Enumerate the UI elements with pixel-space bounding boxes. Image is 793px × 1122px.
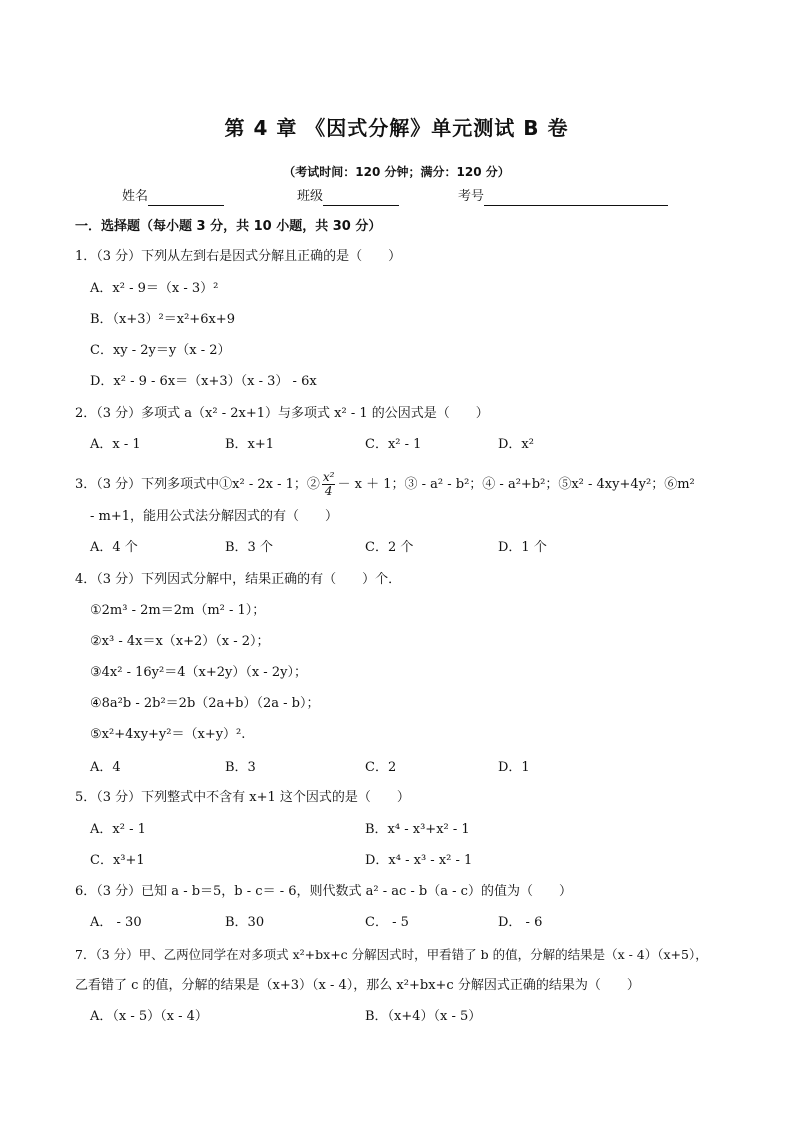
q3-option-d: D．1 个 [498,540,547,555]
q6-option-a: A． - 30 [90,915,142,930]
q7-stem-line2: 乙看错了 c 的值，分解的结果是（x+3）（x - 4），那么 x²+bx+c 分解因式正确的结果为（ ） [75,978,640,993]
q1-option-d: D．x² - 9 - 6x＝（x+3）（x - 3） - 6x [90,374,317,389]
q2-option-a: A．x - 1 [90,437,141,452]
name-blank [148,191,224,206]
q4-item-4: ④8a²b - 2b²＝2b（2a+b）（2a - b）； [90,696,320,711]
class-field [297,188,399,206]
id-label: 考号 [458,189,485,204]
q4-option-d: D．1 [498,760,530,775]
q5-option-d: D．x⁴ - x³ - x² - 1 [365,853,473,868]
class-blank [323,191,399,206]
q3-stem-pre: 3．（3 分）下列多项式中①x² - 2x - 1；② [75,477,320,492]
q4-item-5: ⑤x²+4xy+y²＝（x+y）². [90,727,246,742]
q5-option-b: B．x⁴ - x³+x² - 1 [365,822,470,837]
q3-fraction-numerator: x² [322,470,335,484]
q1-option-a: A．x² - 9＝（x - 3）² [90,281,219,296]
section-heading: 一．选择题（每小题 3 分，共 10 小题，共 30 分） [75,219,382,234]
q2-option-c: C．x² - 1 [365,437,422,452]
q7-option-a: A．（x - 5）（x - 4） [90,1009,208,1024]
page-title: 第 4 章 《因式分解》单元测试 B 卷 [224,116,569,140]
id-field [458,188,668,206]
q4-item-2: ②x³ - 4x＝x（x+2）（x - 2）； [90,634,270,649]
q7-option-b: B．（x+4）（x - 5） [365,1009,482,1024]
q4-option-c: C．2 [365,760,397,775]
q2-stem: 2．（3 分）多项式 a（x² - 2x+1）与多项式 x² - 1 的公因式是（ ） [75,406,489,421]
q4-option-b: B．3 [225,760,256,775]
q1-option-c: C．xy - 2y＝y（x - 2） [90,343,231,358]
q3-stem [75,470,695,500]
exam-subtitle: （考试时间：120 分钟；满分：120 分） [283,165,510,179]
q2-option-d: D．x² [498,437,534,452]
q4-item-1: ①2m³ - 2m＝2m（m² - 1）； [90,603,266,618]
q6-option-d: D． - 6 [498,915,543,930]
q3-option-b: B．3 个 [225,540,273,555]
q3-fraction [322,471,336,498]
q6-option-c: C． - 5 [365,915,409,930]
q4-option-a: A．4 [90,760,121,775]
q6-option-b: B．30 [225,915,265,930]
q3-option-c: C．2 个 [365,540,414,555]
q4-item-3: ③4x² - 16y²＝4（x+2y）（x - 2y）； [90,665,307,680]
name-field [122,188,224,206]
q1-option-b: B．（x+3）²＝x²+6x+9 [90,312,235,327]
class-label: 班级 [297,189,324,204]
q3-option-a: A．4 个 [90,540,138,555]
q1-stem: 1．（3 分）下列从左到右是因式分解且正确的是（ ） [75,249,402,264]
q4-stem: 4．（3 分）下列因式分解中，结果正确的有（ ）个． [75,572,402,587]
q3-fraction-denominator: 4 [324,484,333,498]
q6-stem: 6．（3 分）已知 a - b＝5，b - c＝ - 6，则代数式 a² - ac - b（a - c）的值为（ ） [75,884,572,899]
q2-option-b: B．x+1 [225,437,275,452]
name-label: 姓名 [122,189,149,204]
q5-stem: 5．（3 分）下列整式中不含有 x+1 这个因式的是（ ） [75,790,410,805]
id-blank [484,191,668,206]
q5-option-c: C．x³+1 [90,853,145,868]
q3-stem-post: － x ＋ 1；③ - a² - b²；④ - a²+b²；⑤x² - 4xy+4y²；⑥m² [337,477,695,492]
q7-stem-line1: 7．（3 分）甲、乙两位同学在对多项式 x²+bx+c 分解因式时，甲看错了 b 的值，分解的结果是（x - 4）（x+5）， [75,947,708,962]
q3-stem-line2: - m+1，能用公式法分解因式的有（ ） [90,509,339,524]
q5-option-a: A．x² - 1 [90,822,146,837]
